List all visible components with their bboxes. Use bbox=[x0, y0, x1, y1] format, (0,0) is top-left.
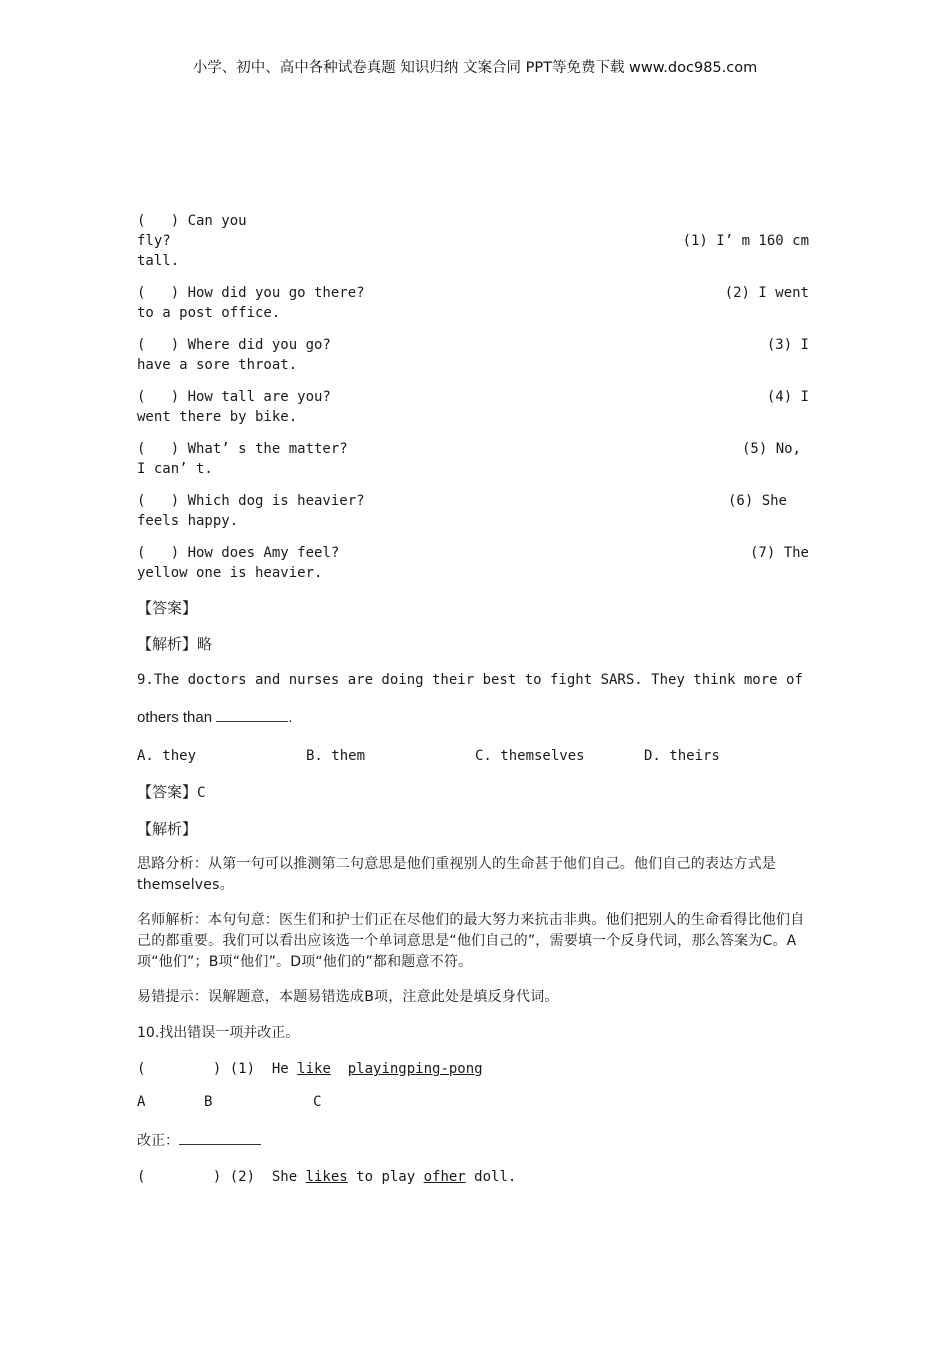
q10-item2-mid: to play bbox=[347, 1169, 424, 1185]
match-item-2 bbox=[137, 283, 817, 323]
match-answer-cont: have a sore throat. bbox=[137, 357, 298, 373]
q10-item1 bbox=[137, 1058, 817, 1080]
q10-item1-prefix: ( ) (1) He bbox=[137, 1061, 298, 1077]
q9-line2-text: others than bbox=[137, 709, 217, 726]
q9-line2-end: . bbox=[288, 709, 293, 726]
match-answer: (7) The bbox=[749, 545, 809, 561]
q10-letters bbox=[137, 1094, 817, 1116]
option-b: B. them bbox=[306, 748, 366, 764]
q9-analysis-label: 【解析】 bbox=[137, 820, 198, 838]
match-item-5 bbox=[137, 439, 817, 479]
q10-item2-end: doll. bbox=[465, 1169, 517, 1185]
q9-options bbox=[137, 745, 817, 767]
match-item-4 bbox=[137, 387, 817, 427]
analysis-line bbox=[137, 633, 817, 655]
match-item-3 bbox=[137, 335, 817, 375]
q9-analysis-p2: 名师解析：本句句意：医生们和护士们正在尽他们的最大努力来抗击非典。他们把别人的生命看得比他们自己的都重要。我们可以看出应该选一个单词意思是“他们自己的”，需要填一个反身代词，那么答案为C。A项“他们”；B项“他们”。D项“他们的”都和题意不符。 bbox=[137, 912, 805, 970]
page-header: 小学、初中、高中各种试卷真题 知识归纳 文案合同 PPT等免费下载 www.doc985.com bbox=[192, 60, 758, 76]
q10-fix-blank bbox=[179, 1130, 261, 1145]
match-item-7 bbox=[137, 543, 817, 583]
option-c: C. themselves bbox=[475, 748, 585, 764]
q10-title: 10.找出错误一项并改正。 bbox=[137, 1025, 300, 1041]
q9-answer-value: C bbox=[197, 785, 206, 801]
match-answer: (1) I’ m 160 cm bbox=[682, 233, 809, 249]
q9-analysis-p3: 易错提示：误解题意，本题易错选成B项，注意此处是填反身代词。 bbox=[137, 989, 559, 1005]
match-item-1 bbox=[137, 211, 817, 271]
match-answer-cont: to a post office. bbox=[137, 305, 281, 321]
q10-item1-a: like bbox=[297, 1061, 331, 1077]
match-question: ( ) Which dog is heavier? bbox=[137, 493, 365, 509]
match-item-6 bbox=[137, 491, 817, 531]
match-question: ( ) Can you bbox=[137, 213, 247, 229]
match-answer-cont: yellow one is heavier. bbox=[137, 565, 323, 581]
option-d: D. theirs bbox=[644, 748, 720, 764]
q9-line1: 9.The doctors and nurses are doing their best to fight SARS. They think more of bbox=[137, 672, 803, 688]
q9-analysis-p1: 思路分析：从第一句可以推测第二句意思是他们重视别人的生命甚于他们自己。他们自己的表达方式是themselves。 bbox=[137, 856, 776, 893]
letter-a: A bbox=[137, 1094, 146, 1110]
match-answer-cont: went there by bike. bbox=[137, 409, 298, 425]
match-question: ( ) How does Amy feel? bbox=[137, 545, 340, 561]
q9-line2 bbox=[137, 707, 817, 729]
q9-answer-line bbox=[137, 781, 817, 804]
q10-item2-b: ofher bbox=[423, 1169, 466, 1185]
letter-c: C bbox=[313, 1094, 322, 1110]
q10-item1-b: playingping-pong bbox=[347, 1061, 483, 1077]
answer-label: 【答案】 bbox=[137, 599, 198, 617]
exam-content bbox=[137, 211, 817, 1202]
q10-item2-prefix: ( ) (2) She bbox=[137, 1169, 306, 1185]
match-answer: (6) She bbox=[727, 493, 787, 509]
match-answer: (2) I went bbox=[724, 285, 809, 301]
match-question: ( ) How tall are you? bbox=[137, 389, 331, 405]
q10-item1-mid bbox=[331, 1061, 348, 1077]
match-answer-cont: I can’ t. bbox=[137, 461, 213, 477]
option-a: A. they bbox=[137, 748, 197, 764]
match-answer: (5) No, bbox=[741, 441, 801, 457]
match-answer: (4) I bbox=[766, 389, 809, 405]
match-question: ( ) How did you go there? bbox=[137, 285, 365, 301]
match-answer: (3) I bbox=[766, 337, 809, 353]
match-answer-cont: feels happy. bbox=[137, 513, 239, 529]
q10-fix bbox=[137, 1130, 817, 1152]
q10-item2-a: likes bbox=[305, 1169, 348, 1185]
analysis-label: 【解析】 bbox=[137, 635, 198, 653]
match-question: ( ) What’ s the matter? bbox=[137, 441, 348, 457]
letter-b: B bbox=[204, 1094, 213, 1110]
match-answer-cont: tall. bbox=[137, 253, 180, 269]
q10-fix-label: 改正： bbox=[137, 1133, 179, 1149]
q9-answer-label: 【答案】 bbox=[137, 783, 198, 801]
match-question: ( ) Where did you go? bbox=[137, 337, 331, 353]
analysis-text: 略 bbox=[197, 635, 213, 653]
q9-blank bbox=[216, 707, 288, 722]
q10-item2 bbox=[137, 1166, 817, 1188]
match-question-cont: fly? bbox=[137, 233, 171, 249]
